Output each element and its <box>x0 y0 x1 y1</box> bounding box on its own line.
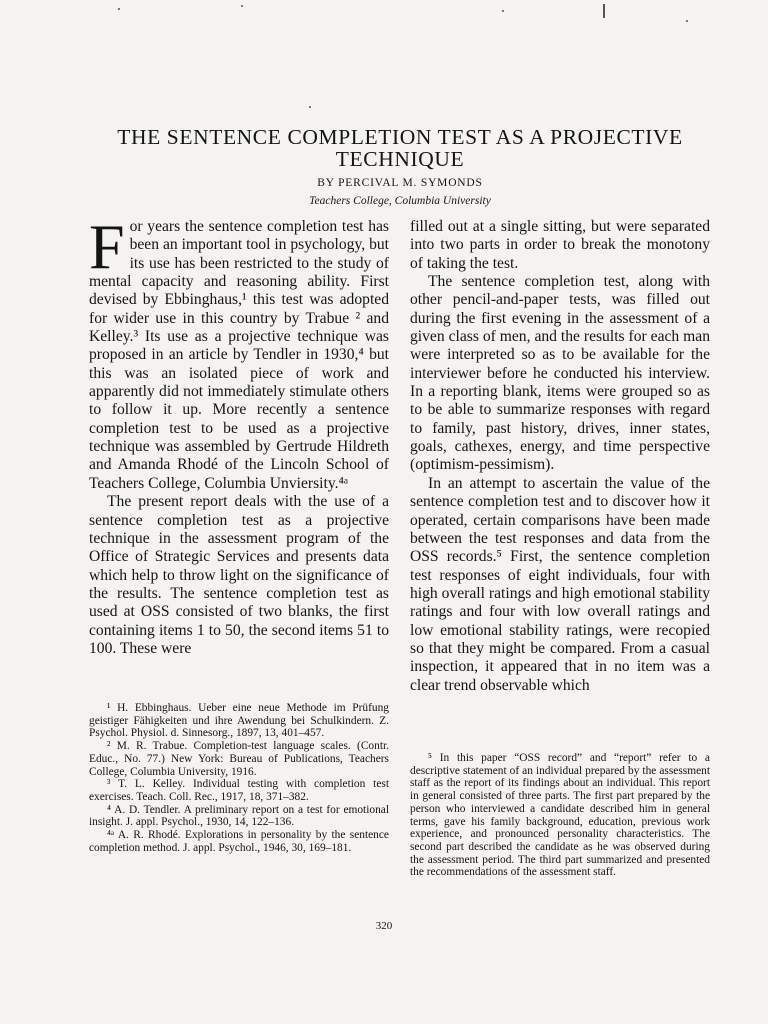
body-column-left <box>89 211 389 658</box>
footnote: ⁵ In this paper “OSS record” and “report” refer to a descriptive statement of an individual prepared by the assessment staff as the report of its findings about an individual. This report in general consisted of three parts. The first part prepared by the person who interviewed a candidate described him in general terms, gave his family background, education, previous work experience, and pronounced personality characteristics. The second part described the candidate as he was observed during the assessment period. The third part summarized and presented the recommendations of the assessment staff. <box>410 752 710 879</box>
footnote: ⁴ᵃ A. R. Rhodé. Explorations in personality by the sentence completion method. J. appl. Psychol., 1946, 30, 169–181. <box>89 829 389 854</box>
title-line-2: TECHNIQUE <box>335 147 465 171</box>
scan-speck <box>309 106 311 108</box>
article-title <box>40 126 760 170</box>
footnote: ³ T. L. Kelley. Individual testing with completion test exercises. Teach. Coll. Rec., 1917, 18, 371–382. <box>89 778 389 803</box>
scan-speck <box>118 8 120 10</box>
body-paragraph: filled out at a single sitting, but were separated into two parts in order to break the monotony of taking the test. <box>410 218 710 272</box>
drop-cap: F <box>89 211 125 282</box>
footnotes-left <box>89 702 389 854</box>
body-column-right <box>410 218 710 695</box>
scan-speck <box>603 4 605 18</box>
page-number: 320 <box>375 920 393 932</box>
footnotes-right <box>410 752 710 879</box>
footnote: ² M. R. Trabue. Completion-test language scales. (Contr. Educ., No. 77.) New York: Bureau of Publications, Teachers College, Columbia University, 1916. <box>89 740 389 778</box>
footnote: ¹ H. Ebbinghaus. Ueber eine neue Methode im Prüfung geistiger Fähigkeiten und ihre Awendung bei Schulkindern. Z. Psychol. Physiol. d. Sinnesorg., 1897, 13, 401–457. <box>89 702 389 740</box>
body-paragraph: The present report deals with the use of a sentence completion test as a projective technique in the assessment program of the Office of Strategic Services and presents data which help to throw light on the significance of the results. The sentence completion test as used at OSS consisted of two blanks, the first containing items 1 to 50, the second items 51 to 100. These were <box>89 493 389 657</box>
body-paragraph: In an attempt to ascertain the value of the sentence completion test and to discover how it operated, certain comparisons have been made between the test responses and data from the OSS records.⁵ First, the sentence completion test responses of eight individuals, four with high overall ratings and high emotional stability ratings and four with low overall ratings and low emotional stability ratings, were recopied so that they might be compared. From a casual inspection, it appeared that in no item was a clear trend observable which <box>410 474 710 694</box>
scan-speck <box>241 5 243 7</box>
body-paragraph: or years the sentence completion test has been an important tool in psychology, but its use has been restricted to the study of mental capacity and reasoning ability. First devised by Ebbinghaus,¹ this test was adopted for wider use in this country by Trabue ² and Kelley.³ Its use as a projective technique was proposed in an article by Tendler in 1930,⁴ but this was an isolated piece of work and apparently did not immediately stimulate others to follow it up. More recently a sentence completion test to be used as a projective technique was assembled by Gertrude Hildreth and Amanda Rhodé of the Lincoln School of Teachers College, Columbia Unviersity.⁴ᵃ <box>89 218 389 492</box>
author-byline: BY PERCIVAL M. SYMONDS <box>317 177 483 189</box>
title-line-1: THE SENTENCE COMPLETION TEST AS A PROJECTIVE <box>117 125 683 149</box>
body-paragraph: The sentence completion test, along with other pencil-and-paper tests, was filled out during the first evening in the assessment of a given class of men, and the results for each man were interpreted so as to be available for the interviewer before he conducted his interview. In a reporting blank, items were grouped so as to be able to summarize responses with regard to family, past history, drives, inner states, goals, cathexes, energy, and time perspective (optimism-pessimism). <box>410 273 710 474</box>
scan-speck <box>502 10 504 12</box>
footnote: ⁴ A. D. Tendler. A preliminary report on a test for emotional insight. J. appl. Psychol., 1930, 14, 122–136. <box>89 803 389 829</box>
scan-speck <box>686 20 688 22</box>
author-affiliation: Teachers College, Columbia University <box>309 195 491 207</box>
